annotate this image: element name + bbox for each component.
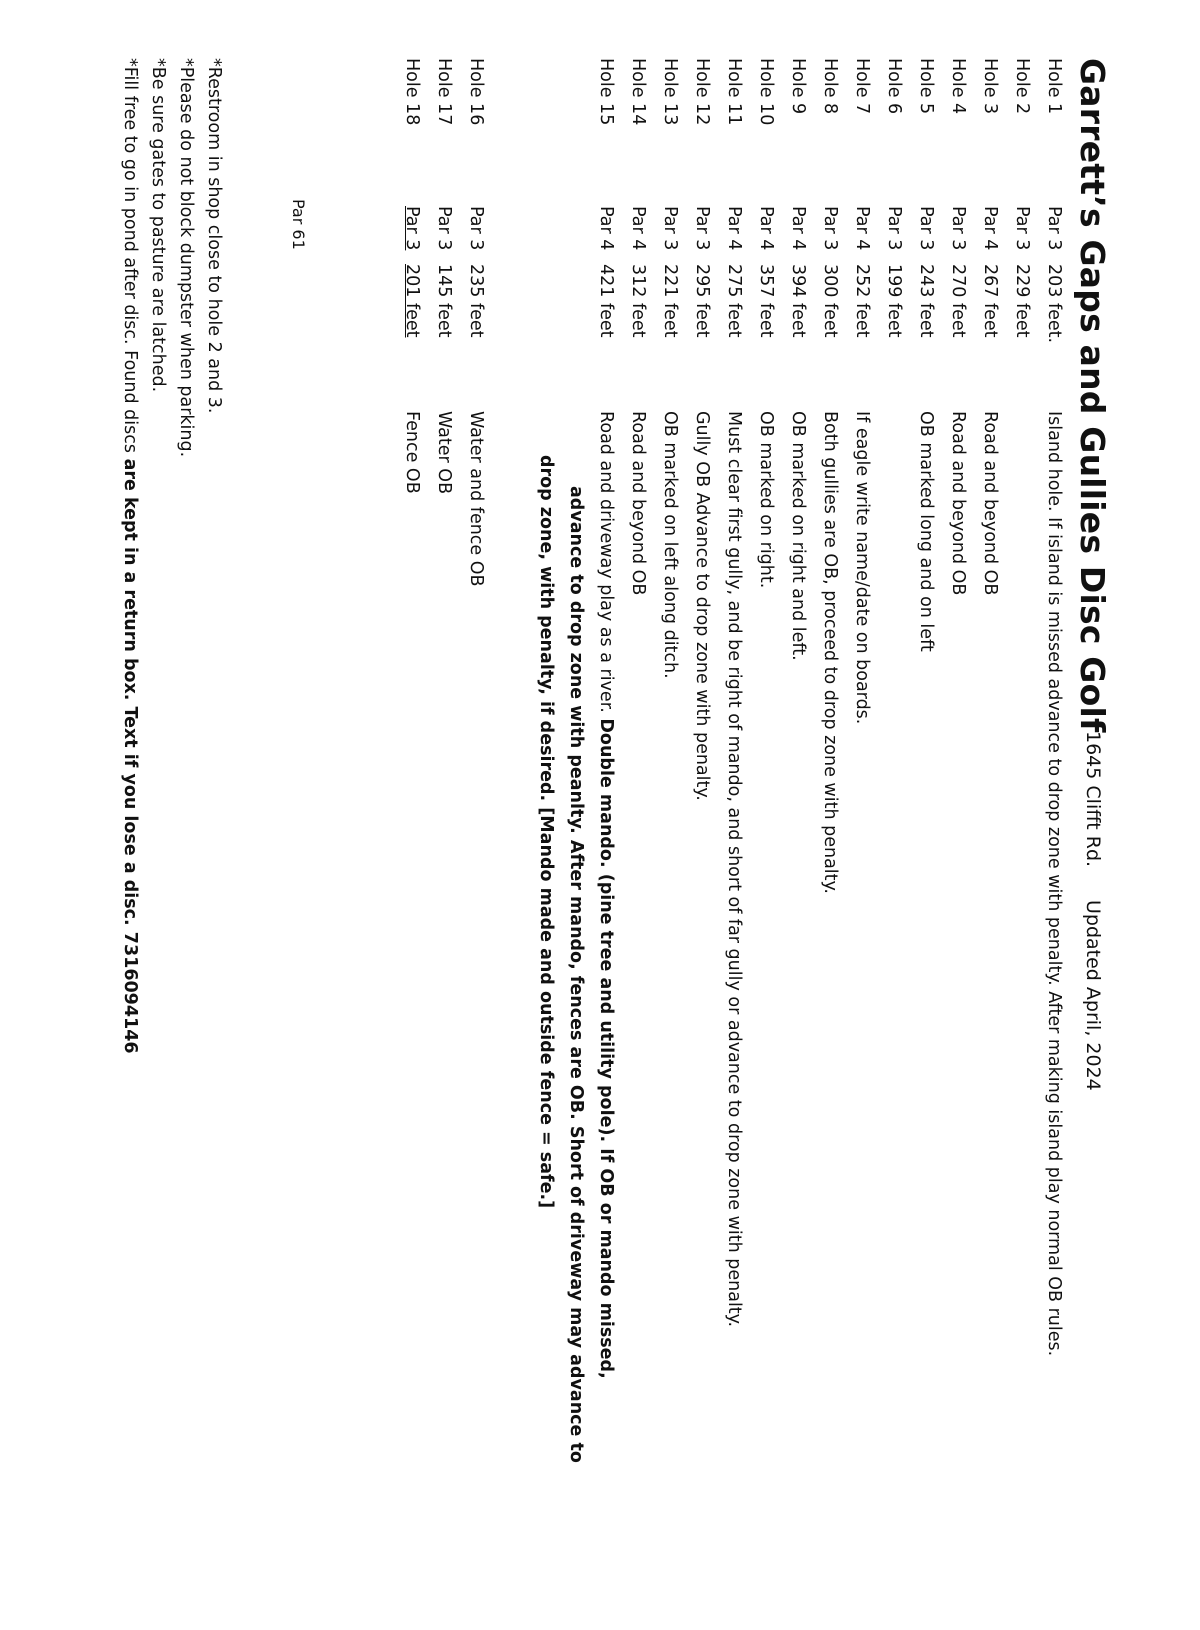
hole-par: Par 4 [724, 206, 744, 251]
hole-par: Par 3 [1012, 206, 1032, 251]
hole-number: Hole 11 [724, 58, 744, 126]
hole-par: Par 4 [852, 206, 872, 251]
hole-distance: 394 feet [788, 264, 808, 338]
hole-number: Hole 18 [402, 58, 422, 126]
hole-note: OB marked on left along ditch. [660, 411, 680, 679]
hole-note: OB marked long and on left [916, 411, 936, 652]
hole-number: Hole 13 [660, 58, 680, 126]
hole-par: Par 3 [884, 206, 904, 251]
hole-number: Hole 7 [852, 58, 872, 115]
hole-distance: 203 feet. [1044, 264, 1064, 344]
hole-distance: 300 feet [820, 264, 840, 338]
footnote-pond-start: *Fill free to go in pond after disc. Found discs [120, 58, 140, 459]
hole-distance: 421 feet [596, 264, 616, 338]
footnote-lost-disc: are kept in a return box. Text if you lose a disc. 7316094146 [120, 458, 140, 1054]
hole-note [590, 411, 622, 1379]
hole-number: Hole 17 [434, 58, 454, 126]
hole-par: Par 3 [916, 206, 936, 251]
hole-number: Hole 5 [916, 58, 936, 115]
hole-note: Must clear first gully, and be right of mando, and short of far gully or advance to drop zone with penalty. [724, 411, 744, 1328]
updated-date: Updated April, 2024 [1082, 900, 1104, 1091]
hole-par: Par 4 [628, 206, 648, 251]
hole15-mando-note: Double mando. (pine tree and utility pole). If OB or mando missed, [596, 718, 616, 1379]
hole-distance: 145 feet [434, 264, 454, 338]
hole-note: Road and beyond OB [980, 411, 1000, 596]
hole-note: Fence OB [402, 411, 422, 494]
footnote-restroom: *Restroom in shop close to hole 2 and 3. [204, 58, 224, 414]
hole-distance: 201 feet [402, 264, 422, 338]
hole-distance: 312 feet [628, 264, 648, 338]
hole-distance: 221 feet [660, 264, 680, 338]
footnote-pond [116, 58, 144, 1054]
hole-distance: 252 feet [852, 264, 872, 338]
hole-note: Road and beyond OB [948, 411, 968, 596]
hole-distance: 270 feet [948, 264, 968, 338]
hole-par: Par 3 [434, 206, 454, 251]
hole-par: Par 3 [1044, 206, 1064, 251]
hole15-safe-note: [Mando made and outside fence = safe.] [536, 807, 556, 1209]
hole-note: Water OB [434, 411, 454, 495]
hole-number: Hole 1 [1044, 58, 1064, 115]
hole-number: Hole 3 [980, 58, 1000, 115]
course-title: Garrett’s Gaps and Gullies Disc Golf [1073, 58, 1112, 733]
hole15-note-line3-start: drop zone, with penalty, if desired. [536, 455, 556, 808]
footnote-dumpster: *Please do not block dumpster when parking. [176, 58, 196, 458]
hole-distance: 229 feet [1012, 264, 1032, 338]
hole-note: OB marked on right. [756, 411, 776, 589]
hole-note: Both gullies are OB, proceed to drop zone with penalty. [820, 411, 840, 894]
hole-number: Hole 9 [788, 58, 808, 115]
hole-note: Island hole. If island is missed advance to drop zone with penalty. After making island play normal OB rules. [1044, 411, 1064, 1357]
hole-distance: 357 feet [756, 264, 776, 338]
hole-par: Par 4 [980, 206, 1000, 251]
hole-par: Par 4 [788, 206, 808, 251]
hole-distance: 199 feet [884, 264, 904, 338]
hole-number: Hole 10 [756, 58, 776, 126]
hole-number: Hole 8 [820, 58, 840, 115]
course-par-total: Par 61 [289, 199, 308, 250]
course-address: 1645 Clifft Rd. [1082, 731, 1104, 868]
hole-distance: 267 feet [980, 264, 1000, 338]
hole-note: Road and beyond OB [628, 411, 648, 596]
hole-par: Par 3 [948, 206, 968, 251]
hole-note: If eagle write name/date on boards. [852, 411, 872, 725]
hole15-note-line3 [530, 455, 562, 1208]
hole-number: Hole 16 [466, 58, 486, 126]
hole-par: Par 4 [756, 206, 776, 251]
hole15-note-start: Road and driveway play as a river. [596, 411, 616, 719]
hole-number: Hole 2 [1012, 58, 1032, 115]
hole-par: Par 3 [466, 206, 486, 251]
hole-par: Par 3 [660, 206, 680, 251]
hole-par: Par 4 [596, 206, 616, 251]
hole-par: Par 3 [820, 206, 840, 251]
hole-number: Hole 6 [884, 58, 904, 115]
hole-number: Hole 12 [692, 58, 712, 126]
hole15-note-line2: advance to drop zone with peanlty. After mando, fences are OB. Short of driveway may advance to [566, 486, 586, 1463]
hole-number: Hole 4 [948, 58, 968, 115]
hole-distance: 275 feet [724, 264, 744, 338]
hole-number: Hole 14 [628, 58, 648, 126]
hole-note: Water and fence OB [466, 411, 486, 587]
hole-number: Hole 15 [596, 58, 616, 126]
hole-par: Par 3 [692, 206, 712, 251]
hole-note: OB marked on right and left. [788, 411, 808, 661]
hole-note: Gully OB Advance to drop zone with penalty. [692, 411, 712, 801]
hole-distance: 243 feet [916, 264, 936, 338]
hole-distance: 295 feet [692, 264, 712, 338]
footnote-gates: *Be sure gates to pasture are latched. [148, 58, 168, 393]
hole-distance: 235 feet [466, 264, 486, 338]
hole-par: Par 3 [402, 206, 422, 251]
